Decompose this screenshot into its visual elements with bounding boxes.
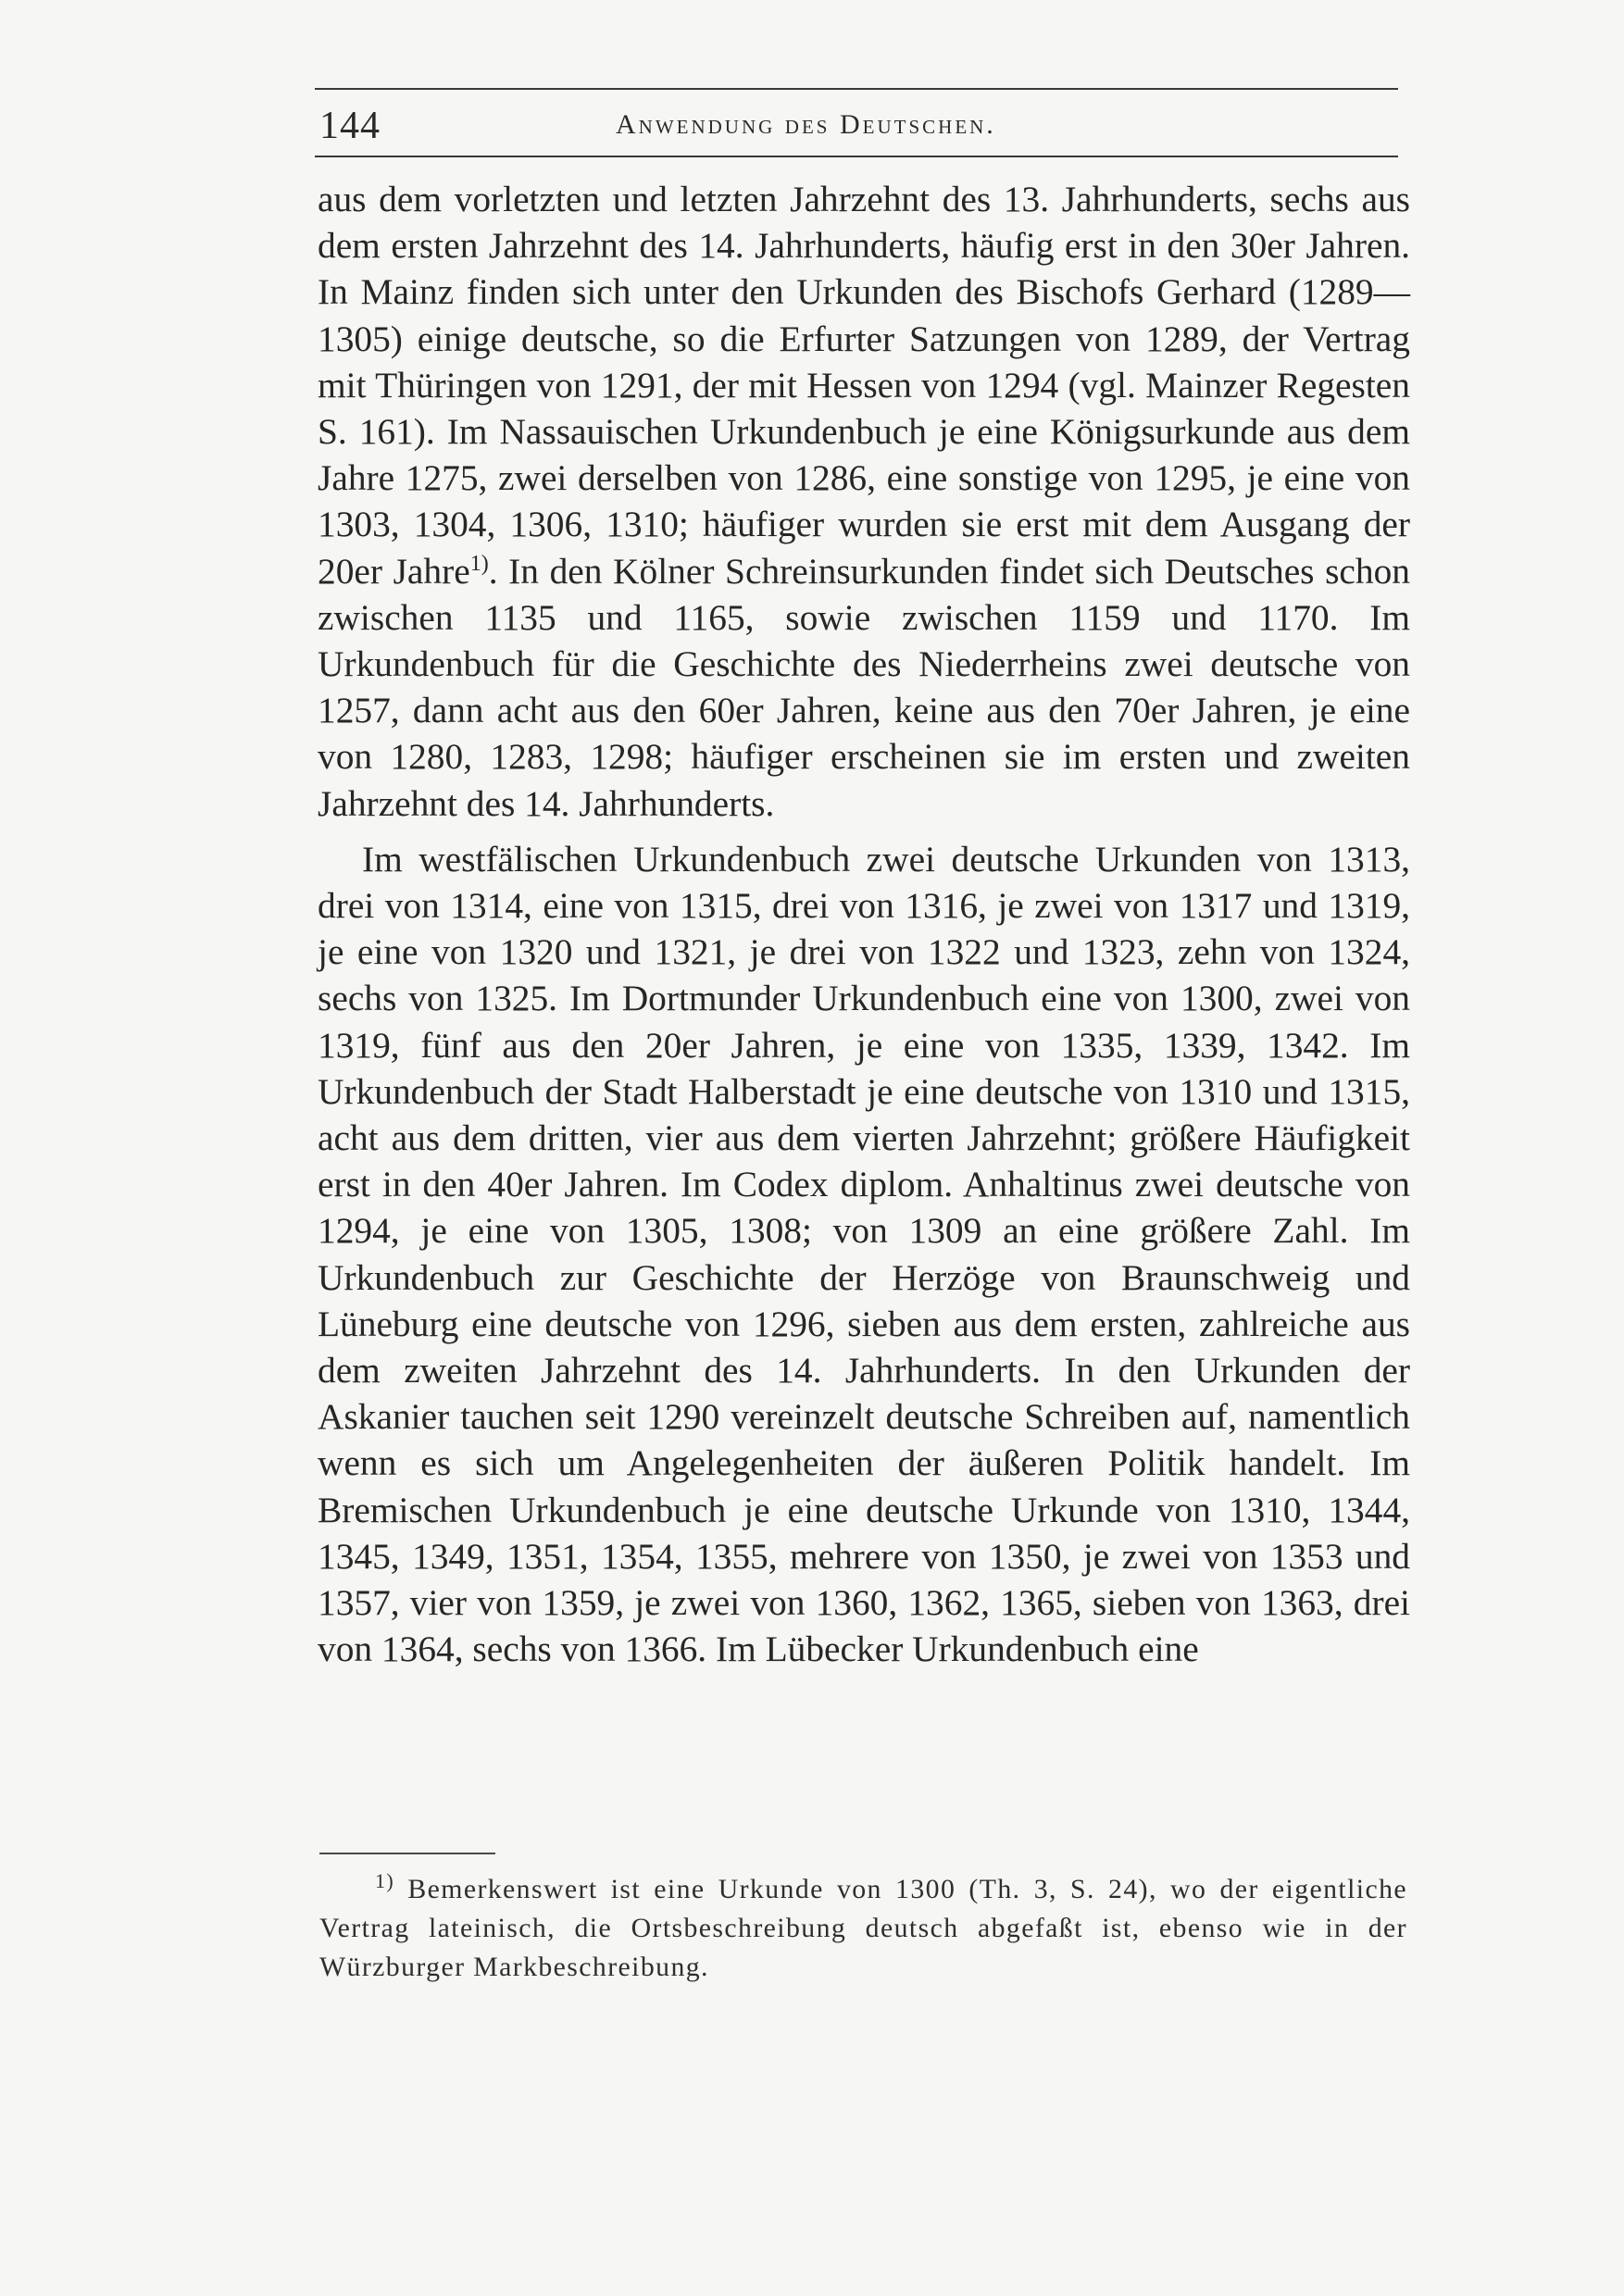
footnote-marker: 1) <box>375 1869 395 1893</box>
footnote-reference: 1) <box>469 551 489 576</box>
footnote <box>319 1870 1407 1987</box>
running-title: Anwendung des Deutschen. <box>616 109 996 140</box>
paragraph-1 <box>318 176 1410 827</box>
paragraph-1-part-a: aus dem vorletzten und letzten Jahrzehnt des 13. Jahrhunderts, sechs aus dem ersten Jahrzehnt des 14. Jahrhunderts, häufig erst in den 30er Jahren. In Mainz finden sich unter den Urkunden des Bischofs Gerhard (1289—1305) einige deutsche, so die Erfurter Satzungen von 1289, der Vertrag mit Thüringen von 1291, der mit Hessen von 1294 (vgl. Mainzer Regesten S. 161). Im Nassauischen Urkundenbuch je eine Königsurkunde aus dem Jahre 1275, zwei derselben von 1286, eine sonstige von 1295, je eine von 1303, 1304, 1306, 1310; häufiger wurden sie erst mit dem Ausgang der 20er Jahre <box>318 179 1410 592</box>
main-text <box>318 176 1410 1673</box>
paragraph-2: Im westfälischen Urkundenbuch zwei deutsche Urkunden von 1313, drei von 1314, eine von 1315, drei von 1316, je zwei von 1317 und 1319, je eine von 1320 und 1321, je drei von 1322 und 1323, zehn von 1324, sechs von 1325. Im Dortmunder Urkundenbuch eine von 1300, zwei von 1319, fünf aus den 20er Jahren, je eine von 1335, 1339, 1342. Im Urkundenbuch der Stadt Halberstadt je eine deutsche von 1310 und 1315, acht aus dem dritten, vier aus dem vierten Jahrzehnt; größere Häufigkeit erst in den 40er Jahren. Im Codex diplom. Anhaltinus zwei deutsche von 1294, je eine von 1305, 1308; von 1309 an eine größere Zahl. Im Urkundenbuch zur Geschichte der Herzöge von Braunschweig und Lüneburg eine deutsche von 1296, sieben aus dem ersten, zahlreiche aus dem zweiten Jahrzehnt des 14. Jahrhunderts. In den Urkunden der Askanier tauchen seit 1290 vereinzelt deutsche Schreiben auf, namentlich wenn es sich um Angelegenheiten der äußeren Politik handelt. Im Bremischen Urkundenbuch je eine deutsche Urkunde von 1310, 1344, 1345, 1349, 1351, 1354, 1355, mehrere von 1350, je zwei von 1353 und 1357, vier von 1359, je zwei von 1360, 1362, 1365, sieben von 1363, drei von 1364, sechs von 1366. Im Lübecker Urkundenbuch eine <box>318 838 1410 1670</box>
page-number: 144 <box>319 105 381 147</box>
header-top-rule <box>315 88 1398 90</box>
footnote-rule <box>319 1853 495 1854</box>
header-bottom-rule <box>315 156 1398 157</box>
footnote-text: Bemerkenswert ist eine Urkunde von 1300 (Th. 3, S. 24), wo der eigentliche Vertrag lateinisch, die Ortsbeschreibung deutsch abgefaßt ist, ebenso wie in der Würzburger Markbeschreibung. <box>319 1874 1407 1982</box>
paragraph-1-part-b: . In den Kölner Schreinsurkunden findet sich Deutsches schon zwischen 1135 und 1165, sowie zwischen 1159 und 1170. Im Urkundenbuch für die Geschichte des Niederrheins zwei deutsche von 1257, dann acht aus den 60er Jahren, keine aus den 70er Jahren, je eine von 1280, 1283, 1298; häufiger erscheinen sie im ersten und zweiten Jahrzehnt des 14. Jahrhunderts. <box>318 550 1411 824</box>
